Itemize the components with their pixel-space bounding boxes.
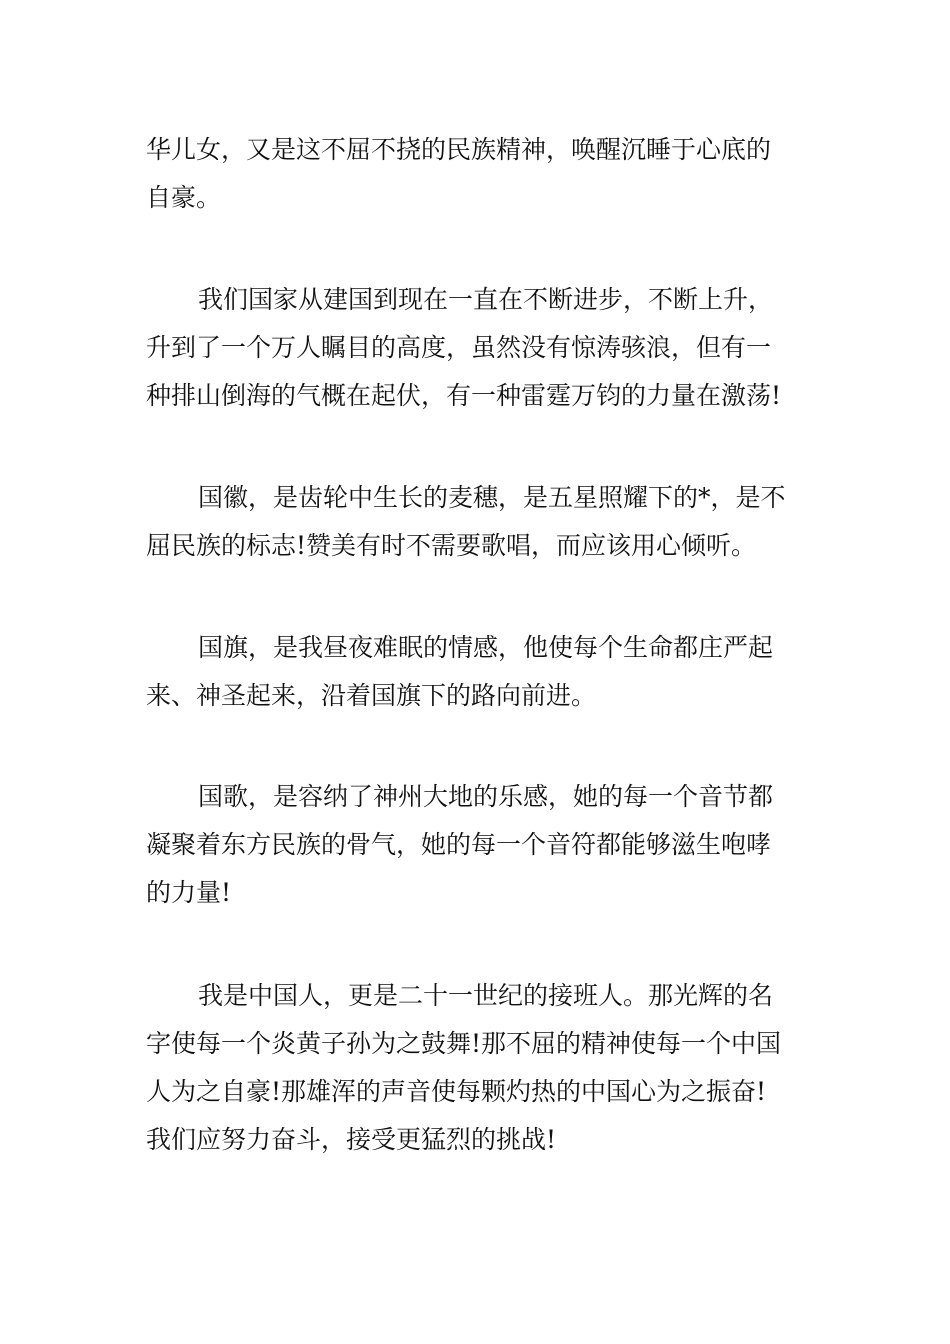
paragraph-line: 我们国家从建国到现在一直在不断进步，不断上升， (198, 285, 774, 314)
paragraph-line: 种排山倒海的气概在起伏，有一种雷霆万钧的力量在激荡! (146, 381, 782, 410)
paragraph-line: 屈民族的标志!赞美有时不需要歌唱，而应该用心倾听。 (146, 531, 757, 560)
paragraph-line: 凝聚着东方民族的骨气，她的每一个音符都能够滋生咆哮 (146, 830, 772, 859)
paragraph-line: 国旗，是我昼夜难眠的情感，他使每个生命都庄严起 (198, 633, 774, 662)
paragraph-2 (146, 276, 810, 420)
paragraph-line: 升到了一个万人瞩目的高度，虽然没有惊涛骇浪，但有一 (146, 333, 772, 362)
paragraph-line: 来、神圣起来，沿着国旗下的路向前进。 (146, 681, 597, 710)
paragraph-line: 我是中国人，更是二十一世纪的接班人。那光辉的名 (198, 981, 774, 1010)
paragraph-6 (146, 972, 810, 1164)
paragraph-5 (146, 773, 810, 917)
paragraph-line: 人为之自豪!那雄浑的声音使每颗灼热的中国心为之振奋! (146, 1077, 767, 1106)
paragraph-line: 华儿女，又是这不屈不挠的民族精神，唤醒沉睡于心底的 (146, 135, 772, 164)
paragraph-4 (146, 624, 810, 720)
paragraph-line: 国歌，是容纳了神州大地的乐感，她的每一个音节都 (198, 782, 774, 811)
paragraph-line: 自豪。 (146, 183, 222, 212)
paragraph-1 (146, 126, 810, 222)
paragraph-line: 我们应努力奋斗，接受更猛烈的挑战! (146, 1125, 557, 1154)
paragraph-line: 国徽，是齿轮中生长的麦穗，是五星照耀下的*，是不 (198, 483, 786, 512)
paragraph-line: 字使每一个炎黄子孙为之鼓舞!那不屈的精神使每一个中国 (146, 1029, 782, 1058)
paragraph-line: 的力量! (146, 878, 232, 907)
paragraph-3 (146, 474, 810, 570)
